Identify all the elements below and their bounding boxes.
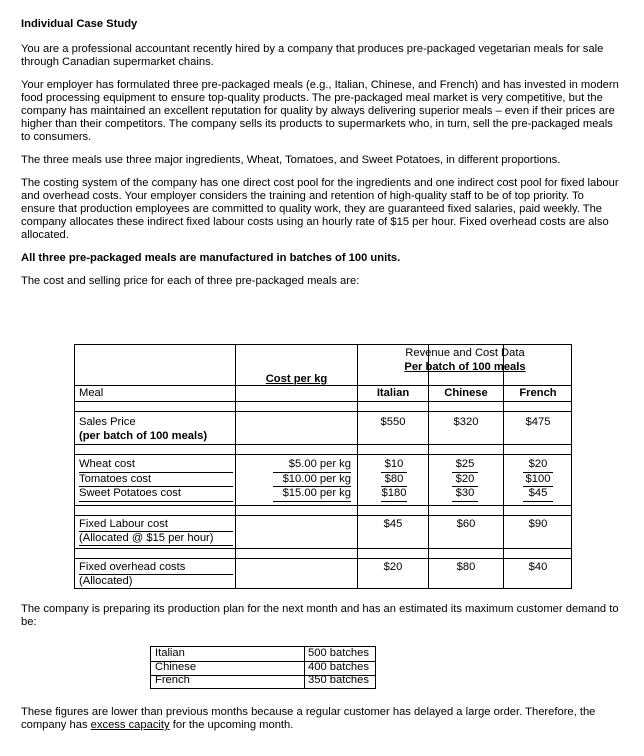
overhead-italian: $20 <box>383 561 403 573</box>
demand-meal: Italian <box>155 647 185 659</box>
cost-value: $25 <box>452 458 478 473</box>
cost-value: $20 <box>523 458 553 473</box>
excess-text-before: These figures are lower than previous months because a regular customer has delayed a large order. Therefore, the company has <box>21 706 596 731</box>
column-french: French <box>519 387 557 399</box>
overhead-sublabel: (Allocated) <box>79 575 133 587</box>
paragraph-employer: Your employer has formulated three pre-packaged meals (e.g., Italian, Chinese, and French) and has invested in modern food processing equipment to ensure top-quality products. The pre-packaged meal market is very competitive, but the company has maintained an excellent reputation for quality by always delivering superior meals – even if their prices are higher than their competitors. The company sells its products to supermarkets who, in turn, sell the pre-packaged meals to consumers. <box>21 79 619 143</box>
excess-text-after: for the upcoming month. <box>169 719 294 731</box>
overhead-label: Fixed overhead costs <box>79 561 233 575</box>
sales-sublabel: (per batch of 100 meals) <box>79 430 208 442</box>
ingredient-name: Sweet Potatoes cost <box>79 487 233 502</box>
paragraph-ingredients: The three meals use three major ingredients, Wheat, Tomatoes, and Sweet Potatoes, in different proportions. <box>21 154 561 166</box>
labour-italian: $45 <box>383 518 403 530</box>
document-body <box>21 18 621 298</box>
cost-value: $20 <box>452 473 478 488</box>
paragraph-table-intro: The cost and selling price for each of three pre-packaged meals are: <box>21 275 360 287</box>
overhead-french: $40 <box>528 561 548 573</box>
per-kg-value: $5.00 per kg <box>273 458 351 473</box>
paragraph-excess-capacity <box>21 706 621 732</box>
paragraph-production-plan: The company is preparing its production plan for the next month and has an estimated its maximum customer demand to be: <box>21 603 619 628</box>
per-kg-value: $15.00 per kg <box>273 487 351 502</box>
paragraph-batches: All three pre-packaged meals are manufactured in batches of 100 units. <box>21 252 401 264</box>
sales-italian: $550 <box>380 416 406 428</box>
ingredient-italian <box>381 458 407 502</box>
cost-value: $10 <box>381 458 407 473</box>
column-italian: Italian <box>376 387 410 399</box>
excess-capacity-term: excess capacity <box>90 719 170 731</box>
sales-label: Sales Price <box>79 416 136 428</box>
paragraph-costing-system: The costing system of the company has one direct cost pool for the ingredients and one indirect cost pool for fixed labour and overhead costs. Your employer considers the training and retention of high-quality staff to be of top priority. To ensure that production employees are committed to quality work, they are guaranteed fixed salaries, paid weekly. The company allocates these indirect fixed labour costs using an hourly rate of $15 per hour. Fixed overhead costs are also allocated. <box>21 177 619 241</box>
cost-value: $80 <box>381 473 407 488</box>
ingredient-chinese <box>452 458 478 502</box>
meal-label: Meal <box>79 387 104 399</box>
table-header-title: Revenue and Cost Data <box>405 347 525 359</box>
per-kg-value: $10.00 per kg <box>273 473 351 488</box>
labour-sublabel: (Allocated @ $15 per hour) <box>79 532 233 546</box>
ingredient-french <box>523 458 553 502</box>
overhead-chinese: $80 <box>456 561 476 573</box>
labour-french: $90 <box>528 518 548 530</box>
demand-batches: 350 batches <box>308 674 369 686</box>
cost-table <box>74 344 572 589</box>
sales-french: $475 <box>525 416 551 428</box>
ingredient-name: Wheat cost <box>79 458 233 473</box>
cost-value: $180 <box>381 487 407 502</box>
table-header-subtitle: Per batch of 100 meals <box>404 361 526 373</box>
demand-table <box>150 646 376 689</box>
ingredient-names <box>79 458 233 502</box>
demand-batches: 400 batches <box>308 660 369 673</box>
sales-chinese: $320 <box>453 416 479 428</box>
ingredient-name: Tomatoes cost <box>79 473 233 488</box>
cost-per-kg-header: Cost per kg <box>265 373 328 385</box>
cost-value: $100 <box>523 473 553 488</box>
demand-meal: Chinese <box>155 660 197 673</box>
labour-chinese: $60 <box>456 518 476 530</box>
ingredient-per-kg <box>273 458 351 502</box>
cost-value: $45 <box>523 487 553 502</box>
cost-value: $30 <box>452 487 478 502</box>
demand-meal: French <box>155 674 190 686</box>
demand-batches: 500 batches <box>308 647 369 659</box>
page-title: Individual Case Study <box>21 18 138 30</box>
labour-label: Fixed Labour cost <box>79 518 233 532</box>
column-chinese: Chinese <box>444 387 488 399</box>
paragraph-intro: You are a professional accountant recently hired by a company that produces pre-packaged vegetarian meals for sale through Canadian supermarket chains. <box>21 43 604 68</box>
